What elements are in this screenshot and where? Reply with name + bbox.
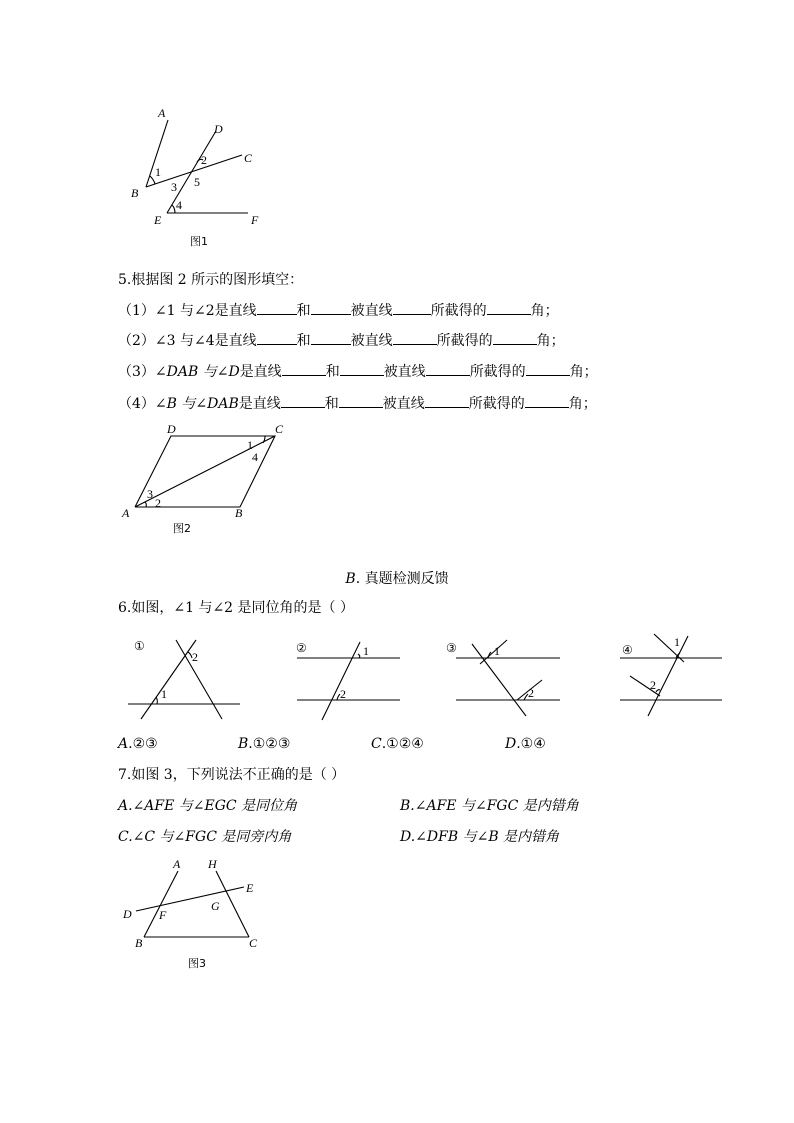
angle-pair: ∠DAB 与∠D <box>154 364 240 380</box>
label-f: F <box>251 213 259 227</box>
option-letter: D <box>400 829 411 845</box>
label-a: A <box>122 506 130 520</box>
label-e: E <box>154 213 162 227</box>
blank-1[interactable] <box>257 330 297 345</box>
blank-2[interactable] <box>311 300 351 315</box>
q5-title: 5.根据图 2 所示的图形填空： <box>118 272 304 288</box>
q6-option-b[interactable] <box>238 734 290 754</box>
q7-option-d[interactable] <box>400 827 559 847</box>
figure-mark: ② <box>296 641 307 655</box>
text: 是直线 <box>214 303 257 319</box>
option-letter: B <box>400 798 411 814</box>
angle-arc <box>156 697 157 704</box>
q5-item-2 <box>118 330 565 351</box>
text: 所截得的 <box>430 303 487 319</box>
figure-mark: ① <box>134 639 145 653</box>
label-c: C <box>249 936 258 950</box>
section-b-heading <box>0 568 794 588</box>
angle-arc <box>656 690 660 692</box>
angle-label-5: 5 <box>194 175 200 189</box>
q7-option-c[interactable] <box>118 827 291 847</box>
label-b: B <box>135 936 143 950</box>
angle-label-1: 1 <box>161 687 167 701</box>
text: 被直线 <box>350 333 393 349</box>
figure-1 <box>120 100 280 250</box>
angle-label-1: 1 <box>247 438 253 452</box>
angle-pair: ∠3 与∠4 <box>154 333 215 349</box>
transversal-long <box>648 636 688 716</box>
figure-3-caption: 图3 <box>188 957 206 970</box>
label-d: D <box>123 907 132 921</box>
text: 是直线 <box>239 364 282 380</box>
label-b: B <box>131 186 139 200</box>
blank-4[interactable] <box>487 300 531 315</box>
text: 和 <box>324 396 339 412</box>
text: 是直线 <box>238 396 281 412</box>
text: 角； <box>530 303 559 319</box>
option-text: .②③ <box>128 736 158 752</box>
q7-option-b[interactable] <box>400 796 579 816</box>
q6-option-c[interactable] <box>371 734 424 754</box>
blank-1[interactable] <box>257 300 297 315</box>
item-number: （4） <box>118 396 155 412</box>
option-text: .∠DFB 与∠B 是内错角 <box>410 829 560 845</box>
figure-mark: ③ <box>446 641 457 655</box>
figure-3 <box>118 855 278 975</box>
angle-label-2: 2 <box>528 686 534 700</box>
angle-label-1: 1 <box>494 644 500 658</box>
angle-label-2: 2 <box>650 678 656 692</box>
blank-2[interactable] <box>339 393 383 408</box>
item-number: （1） <box>118 303 155 319</box>
q6-figure-3 <box>444 638 574 723</box>
blank-4[interactable] <box>526 361 570 376</box>
blank-2[interactable] <box>311 330 351 345</box>
blank-4[interactable] <box>525 393 569 408</box>
blank-3[interactable] <box>393 330 437 345</box>
option-letter: C <box>371 736 382 752</box>
angle-label-3: 3 <box>171 180 177 194</box>
angle-label-3: 3 <box>147 487 153 501</box>
text: 被直线 <box>383 364 426 380</box>
figure-2 <box>115 422 295 542</box>
angle-label-1: 1 <box>674 635 680 649</box>
angle-label-1: 1 <box>363 644 369 658</box>
transversal-right <box>176 640 222 719</box>
q6-option-a[interactable] <box>118 734 158 754</box>
line-ed <box>167 131 216 213</box>
label-e: E <box>246 881 254 895</box>
text: 和 <box>325 364 340 380</box>
segment-hc <box>216 871 249 937</box>
label-a: A <box>173 857 181 871</box>
line-de <box>136 887 244 911</box>
label-c: C <box>275 422 284 436</box>
angle-arc-c <box>263 436 265 443</box>
q5-item-4 <box>118 393 597 414</box>
q7-stem: 7.如图 3，下列说法不正确的是（ ） <box>118 767 346 783</box>
label-c: C <box>244 151 253 165</box>
text: 和 <box>296 303 311 319</box>
blank-3[interactable] <box>393 300 431 315</box>
label-a: A <box>158 106 166 120</box>
angle-pair: ∠1 与∠2 <box>154 303 215 319</box>
blank-3[interactable] <box>426 361 470 376</box>
option-text: .①②④ <box>381 736 424 752</box>
angle-arc-a <box>145 502 146 507</box>
figure-mark: ④ <box>622 643 633 657</box>
q6-figure-2 <box>292 638 412 723</box>
text: 被直线 <box>350 303 393 319</box>
label-h: H <box>208 857 217 871</box>
transversal <box>322 642 360 720</box>
q5-item-3 <box>118 361 598 382</box>
blank-1[interactable] <box>281 393 325 408</box>
q6-figure-1 <box>128 636 248 721</box>
q6-stem: 6.如图，∠1 与∠2 是同位角的是（ ） <box>118 600 354 616</box>
item-number: （2） <box>118 333 155 349</box>
angle-arc-4 <box>172 205 175 213</box>
blank-3[interactable] <box>425 393 469 408</box>
option-text: .①②③ <box>248 736 291 752</box>
figure-1-caption: 图1 <box>190 235 208 248</box>
section-letter: B <box>345 571 356 587</box>
text: 所截得的 <box>436 333 493 349</box>
option-letter: A <box>118 736 129 752</box>
segment-ab <box>144 871 178 937</box>
text: 被直线 <box>382 396 425 412</box>
option-text: .∠C 与∠FGC 是同旁内角 <box>128 829 292 845</box>
angle-label-2: 2 <box>155 496 161 510</box>
option-text: .∠AFE 与∠EGC 是同位角 <box>128 798 298 814</box>
option-letter: C <box>118 829 129 845</box>
label-d: D <box>214 122 223 136</box>
label-b: B <box>235 506 243 520</box>
item-number: （3） <box>118 364 155 380</box>
blank-4[interactable] <box>493 330 537 345</box>
blank-1[interactable] <box>282 361 326 376</box>
angle-arc <box>358 654 360 658</box>
angle-pair: ∠B 与∠DAB <box>154 396 239 412</box>
q6-figure-4 <box>618 630 728 720</box>
label-d: D <box>167 422 176 436</box>
blank-2[interactable] <box>340 361 384 376</box>
text: 角； <box>536 333 565 349</box>
option-text: .①④ <box>516 736 546 752</box>
angle-label-2: 2 <box>340 687 346 701</box>
q5-item-1 <box>118 300 559 321</box>
transversal-left <box>141 640 196 719</box>
q6-option-d[interactable] <box>505 734 546 754</box>
figure-2-caption: 图2 <box>173 522 191 535</box>
angle-label-1: 1 <box>155 165 161 179</box>
text: 和 <box>296 333 311 349</box>
angle-label-2: 2 <box>201 153 207 167</box>
angle-label-2: 2 <box>192 650 198 664</box>
text: 所截得的 <box>468 396 525 412</box>
angle-label-4: 4 <box>176 198 182 212</box>
label-f: F <box>159 908 167 922</box>
option-letter: B <box>238 736 249 752</box>
q7-option-a[interactable] <box>118 796 297 816</box>
text: 是直线 <box>214 333 257 349</box>
section-title: . 真题检测反馈 <box>355 571 449 587</box>
option-letter: D <box>505 736 517 752</box>
text: 所截得的 <box>469 364 526 380</box>
angle-label-4: 4 <box>252 450 258 464</box>
label-g: G <box>211 899 220 913</box>
text: 角； <box>568 396 597 412</box>
option-letter: A <box>118 798 129 814</box>
option-text: .∠AFE 与∠FGC 是内错角 <box>410 798 579 814</box>
text: 角； <box>569 364 598 380</box>
